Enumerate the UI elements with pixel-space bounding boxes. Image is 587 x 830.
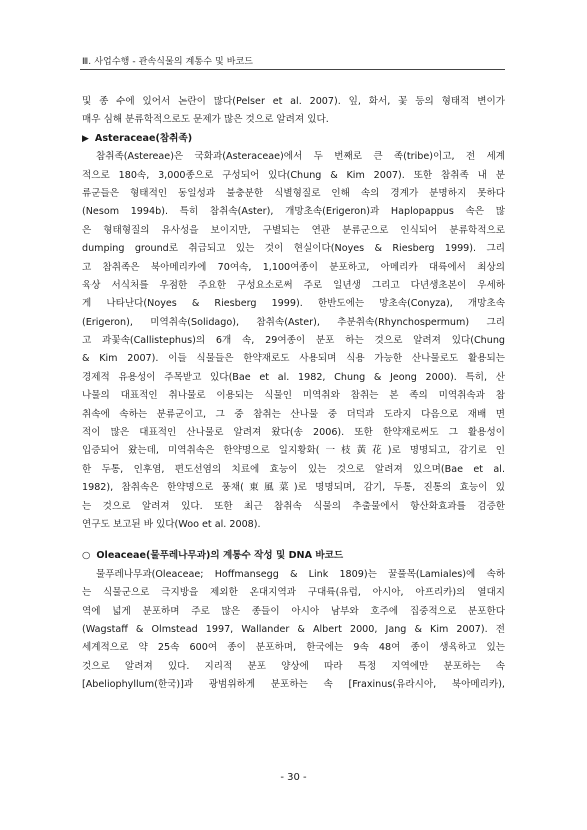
text-line: 참취족(Astereae)은 국화과(Asteraceae)에서 두 번째로 큰 족(tribe)이고, 전 세계 <box>96 151 505 163</box>
text-line: 연구도 보고된 바 있다(Woo et al. 2008). <box>82 518 261 530</box>
text-line: 적으로 180속, 3,000종으로 구성되어 있다(Chung & Kim 2007). 또한 참취족 내 분 <box>82 169 505 181</box>
section-heading-oleaceae <box>82 547 505 565</box>
section-title: Oleaceae(물푸레나무과)의 계통수 작성 및 DNA 바코드 <box>96 550 344 562</box>
text-line: 및 종 수에 있어서 논란이 많다(Pelser et al. 2007). 잎, 화서, 꽃 등의 형태적 변이가 <box>82 96 505 107</box>
text-line: 경제적 유용성이 주목받고 있다(Bae et al. 1982, Chung & Jeong 2000). 특히, 산 <box>82 371 505 383</box>
text-line: 세계적으로 약 25속 600여 종이 분포하며, 한국에는 9속 48여 종이 생육하고 있는 <box>82 642 505 654</box>
text-line: 입증되어 왔는데, 미역취속은 한약명으로 일지황화(一枝黃花)로 명명되고, 감기로 인 <box>82 445 505 457</box>
text-line: 은 형태형질의 유사성을 보이지만, 구별되는 연관 분류군으로 인식되어 분류학적으로 <box>82 224 505 236</box>
text-line: 나물의 대표적인 취나물로 이용되는 식물인 미역취와 참취는 본 족의 미역취속과 참 <box>82 390 505 402</box>
body-text <box>82 93 505 695</box>
section-heading-asteraceae <box>82 130 505 148</box>
text-line: 류군들은 형태적인 동일성과 불충분한 식별형질로 인해 속의 경계가 분명하지 못하다 <box>82 187 505 199</box>
text-line: 적이 많은 대표적인 산나물로 알려져 왔다(송 2006). 또한 한약재로써도 그 활용성이 <box>82 427 505 439</box>
text-line: 게 나타난다(Noyes & Riesberg 1999). 한반도에는 망초속(Conyza), 개망초속 <box>82 298 505 310</box>
text-line: 1982), 참취속은 한약명으로 풍채(東風菜)로 명명되며, 감기, 두통, 진통의 효능이 있 <box>82 482 505 494</box>
text-line: 고 참취족은 북아메리카에 70여속, 1,100여종이 분포하고, 아메리카 대륙에서 최상의 <box>82 261 505 273</box>
paragraph-gap <box>82 534 505 547</box>
text-line: (Nesom 1994b). 특히 참취속(Aster), 개망초속(Erigeron)과 Haplopappus 속은 많 <box>82 206 505 218</box>
text-line: (Wagstaff & Olmstead 1997, Wallander & Albert 2000, Jang & Kim 2007). 전 <box>82 623 505 635</box>
running-header: Ⅲ. 사업수행 - 관속식물의 계통수 및 바코드 <box>82 57 254 67</box>
triangle-bullet-icon: ▶ <box>82 133 89 144</box>
text-line: 취속에 속하는 분류군이고, 그 중 참취는 산나물 중 더덕과 도라지 다음으로 재배 면 <box>82 408 505 420</box>
page-number: - 30 - <box>280 772 307 783</box>
text-line: & Kim 2007). 이들 식물들은 한약재로도 사용되며 식용 가능한 산나물로도 활용되는 <box>82 353 505 365</box>
text-line: 역에 넓게 분포하며 주로 많은 종들이 아시아 남부와 호주에 집중적으로 분포한다 <box>82 605 505 617</box>
section-title: Asteraceae(참취족) <box>94 132 193 144</box>
header-rule <box>80 69 505 70</box>
text-line: 는 것으로 알려져 있다. 또한 최근 참취속 식물의 추출물에서 항산화효과를 검증한 <box>82 500 505 512</box>
text-line: 는 식물군으로 극지방을 제외한 온대지역과 구대륙(유럽, 아시아, 아프리카)의 열대지 <box>82 587 505 599</box>
text-line: dumping ground로 취급되고 있는 것이 현실이다(Noyes & Riesberg 1999). 그리 <box>82 243 505 255</box>
text-line: 육상 서식처를 우점한 주요한 구성요소로써 주로 일년생 그리고 다년생초본이 우세하 <box>82 279 505 291</box>
text-line: 물푸레나무과(Oleaceae; Hoffmansegg & Link 1809)는 꿀풀목(Lamiales)에 속하 <box>96 568 505 580</box>
text-line: 것으로 알려져 있다. 지리적 분포 양상에 따라 특정 지역에만 분포하는 속 <box>82 660 505 672</box>
circle-bullet-icon: ○ <box>82 550 91 562</box>
text-line: 매우 심해 분류학적으로도 문제가 많은 것으로 알려져 있다. <box>82 114 329 126</box>
text-line: 고 과꽃속(Callistephus)의 6개 속, 29여종이 분포 하는 것으로 알려져 있다(Chung <box>82 335 505 347</box>
text-line: 한 두통, 인후염, 편도선염의 치료에 효능이 있는 것으로 알려져 있으며(Bae et al. <box>82 463 505 475</box>
text-line: (Erigeron), 미역취속(Solidago), 참취속(Aster), 추분취속(Rhynchospermum) 그리 <box>82 316 505 328</box>
text-line: [Abeliophyllum(한국)]과 광범위하게 분포하는 속 [Fraxinus(유라시아, 북아메리카), <box>82 679 505 691</box>
